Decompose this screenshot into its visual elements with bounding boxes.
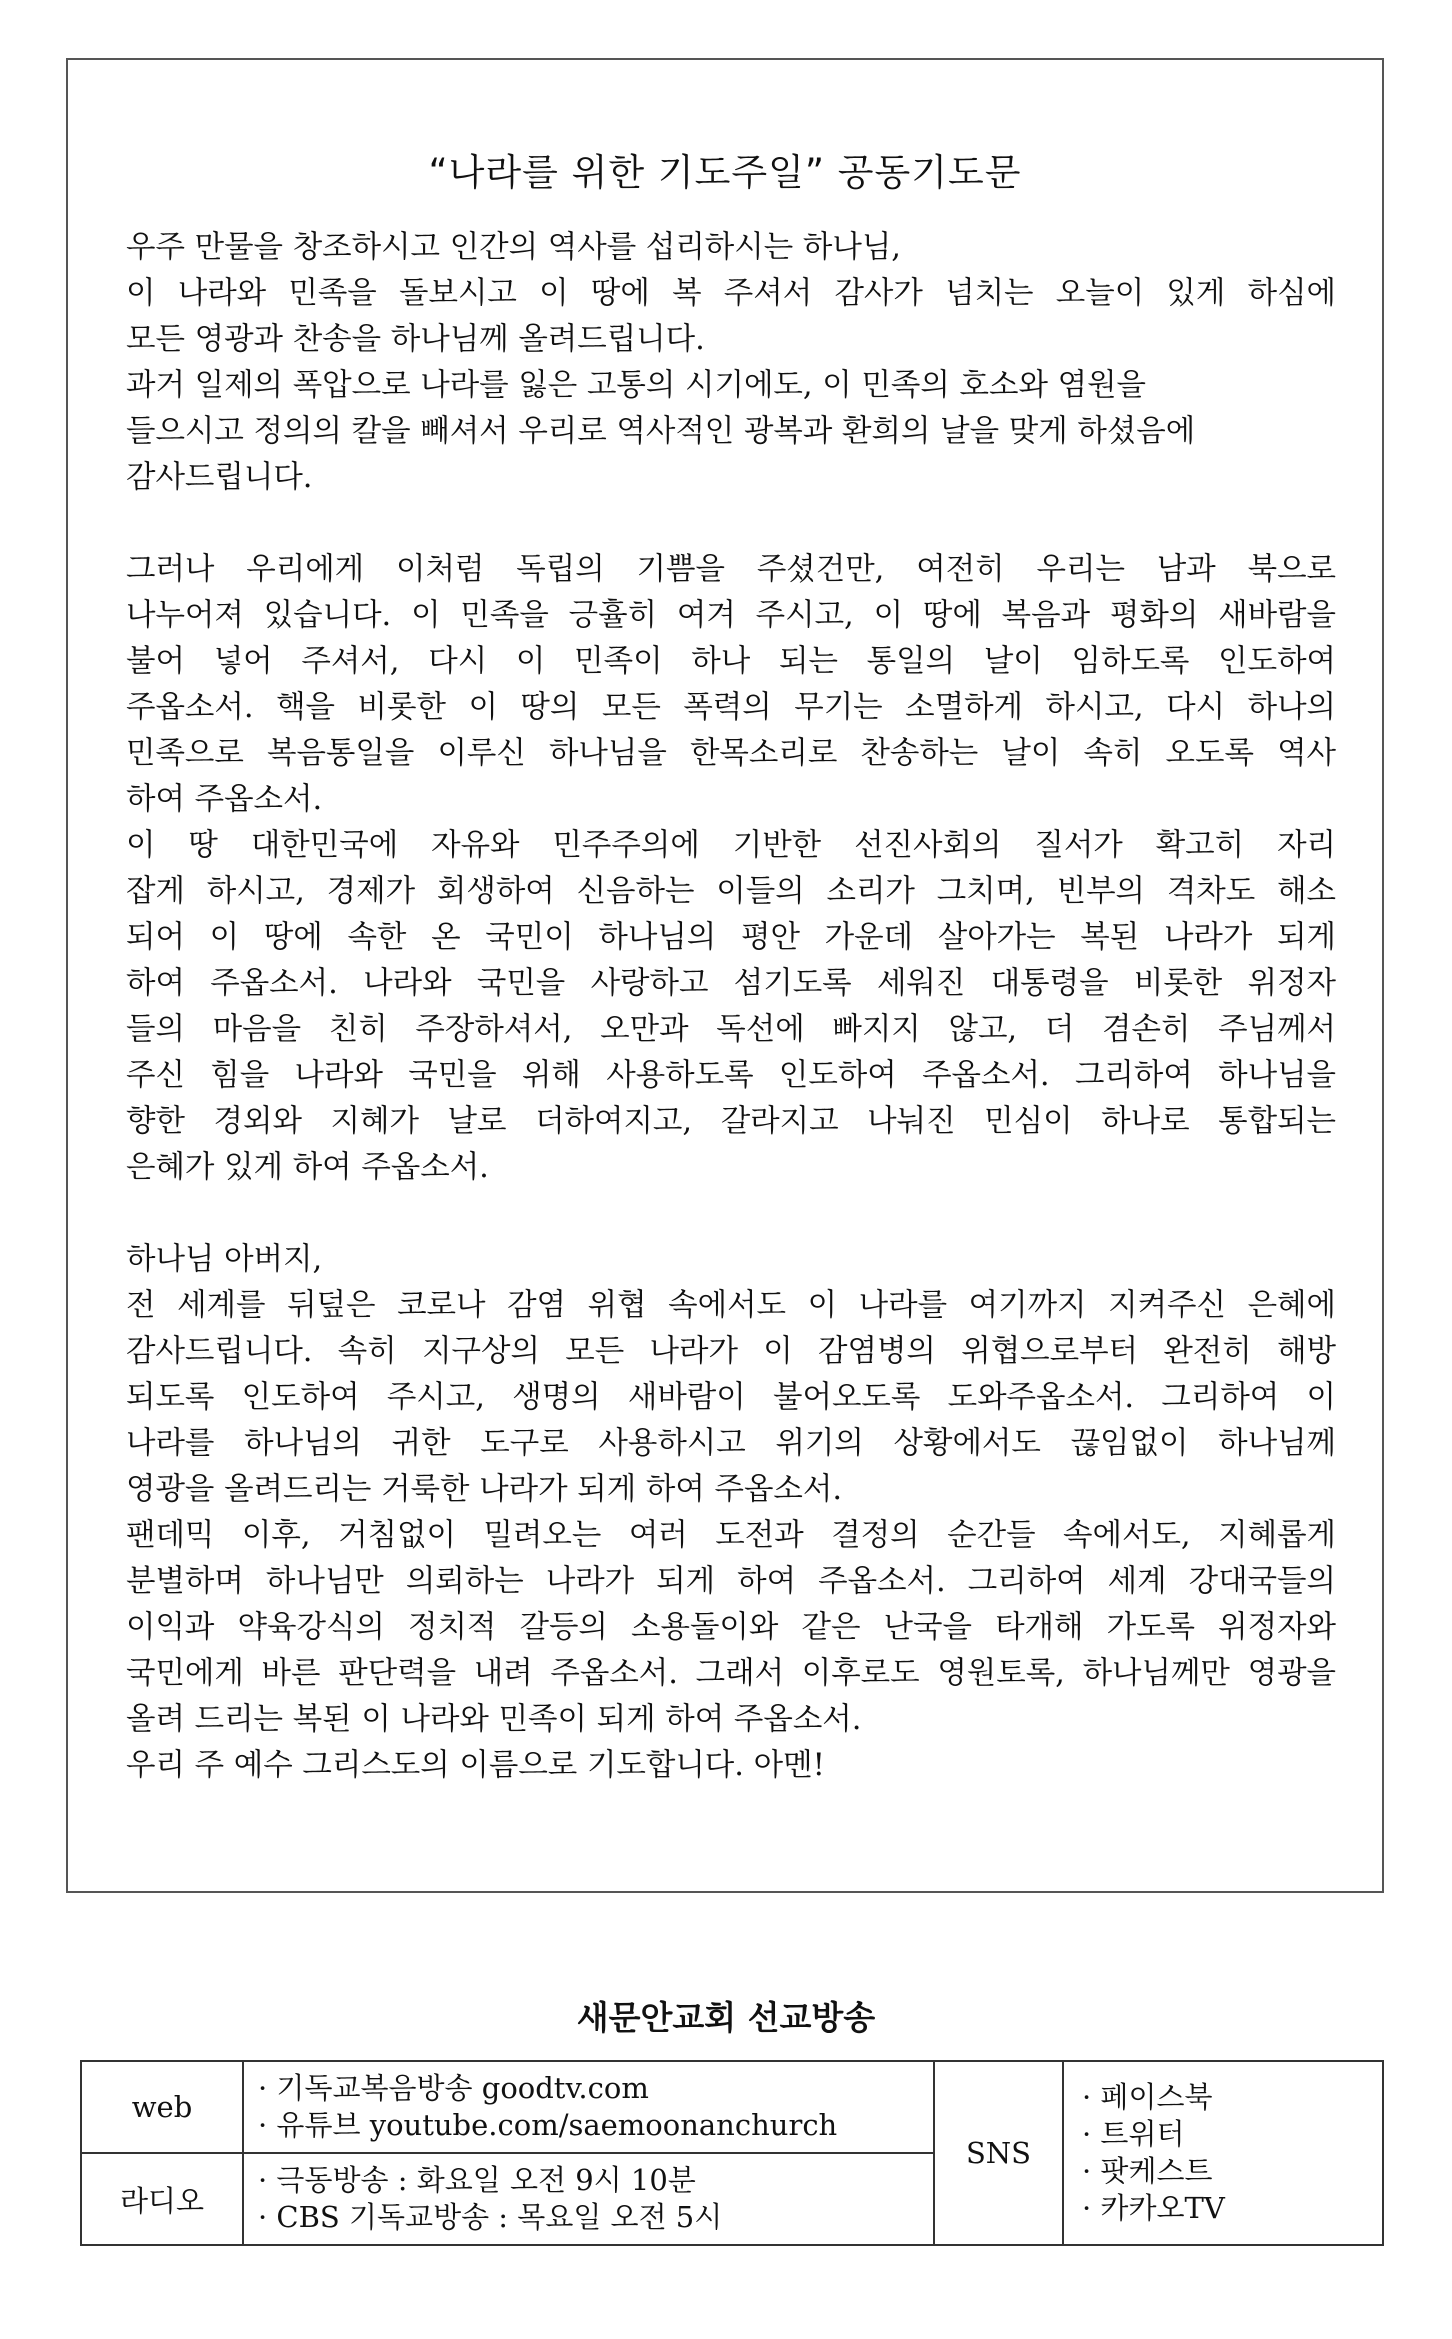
prayer-line: 국민에게 바른 판단력을 내려 주옵소서. 그래서 이후로도 영원토록, 하나님께만 영광을 xyxy=(126,1656,1336,1691)
prayer-line: 팬데믹 이후, 거침없이 밀려오는 여러 도전과 결정의 순간들 속에서도, 지혜롭게 xyxy=(126,1518,1336,1553)
sns-item-twitter[interactable]: · 트위터 xyxy=(1082,2117,1185,2151)
prayer-line: 하나님 아버지, xyxy=(126,1242,323,1277)
prayer-line: 분별하며 하나님만 의뢰하는 나라가 되게 하여 주옵소서. 그리하여 세계 강대국들의 xyxy=(126,1564,1336,1599)
table-row-web xyxy=(81,2061,1383,2153)
web-items xyxy=(243,2061,934,2153)
prayer-line: 잡게 하시고, 경제가 회생하여 신음하는 이들의 소리가 그치며, 빈부의 격차도 해소 xyxy=(126,874,1336,909)
prayer-body xyxy=(126,225,1336,1789)
prayer-box xyxy=(66,58,1384,1893)
prayer-line: 나라를 하나님의 귀한 도구로 사용하시고 위기의 상황에서도 끊임없이 하나님께 xyxy=(126,1426,1336,1461)
web-item-youtube[interactable]: · 유튜브 youtube.com/saemoonanchurch xyxy=(258,2108,838,2142)
blank-line xyxy=(126,501,1336,547)
prayer-line: 향한 경외와 지혜가 날로 더하여지고, 갈라지고 나눠진 민심이 하나로 통합되는 xyxy=(126,1104,1336,1139)
prayer-line: 감사드립니다. 속히 지구상의 모든 나라가 이 감염병의 위협으로부터 완전히 해방 xyxy=(126,1334,1336,1369)
sns-label: SNS xyxy=(934,2061,1063,2245)
prayer-line: 이 나라와 민족을 돌보시고 이 땅에 복 주셔서 감사가 넘치는 오늘이 있게 하심에 xyxy=(126,276,1336,311)
radio-item-cbs: · CBS 기독교방송 : 목요일 오전 5시 xyxy=(258,2200,723,2234)
prayer-line: 전 세계를 뒤덮은 코로나 감염 위협 속에서도 이 나라를 여기까지 지켜주신 은혜에 xyxy=(126,1288,1336,1323)
prayer-line: 하여 주옵소서. 나라와 국민을 사랑하고 섬기도록 세워진 대통령을 비롯한 위정자 xyxy=(126,966,1336,1001)
prayer-line: 우리 주 예수 그리스도의 이름으로 기도합니다. 아멘! xyxy=(126,1748,825,1783)
prayer-line: 그러나 우리에게 이처럼 독립의 기쁨을 주셨건만, 여전히 우리는 남과 북으로 xyxy=(126,552,1336,587)
prayer-line: 이익과 약육강식의 정치적 갈등의 소용돌이와 같은 난국을 타개해 가도록 위정자와 xyxy=(126,1610,1336,1645)
sns-item-podcast[interactable]: · 팟케스트 xyxy=(1082,2154,1213,2188)
prayer-line: 들으시고 정의의 칼을 빼셔서 우리로 역사적인 광복과 환희의 날을 맞게 하셨음에 xyxy=(126,414,1196,449)
radio-item-febc: · 극동방송 : 화요일 오전 9시 10분 xyxy=(258,2163,696,2197)
sns-items xyxy=(1063,2061,1383,2245)
prayer-line: 우주 만물을 창조하시고 인간의 역사를 섭리하시는 하나님, xyxy=(126,230,901,265)
prayer-line: 올려 드리는 복된 이 나라와 민족이 되게 하여 주옵소서. xyxy=(126,1702,862,1737)
broadcast-table xyxy=(80,2060,1384,2246)
blank-line xyxy=(126,1191,1336,1237)
prayer-line: 나누어져 있습니다. 이 민족을 긍휼히 여겨 주시고, 이 땅에 복음과 평화의 새바람을 xyxy=(126,598,1336,633)
prayer-line: 불어 넣어 주셔서, 다시 이 민족이 하나 되는 통일의 날이 임하도록 인도하여 xyxy=(126,644,1336,679)
sns-item-facebook[interactable]: · 페이스북 xyxy=(1082,2080,1213,2114)
radio-items xyxy=(243,2153,934,2245)
prayer-line: 주신 힘을 나라와 국민을 위해 사용하도록 인도하여 주옵소서. 그리하여 하나님을 xyxy=(126,1058,1336,1093)
prayer-line: 이 땅 대한민국에 자유와 민주주의에 기반한 선진사회의 질서가 확고히 자리 xyxy=(126,828,1336,863)
prayer-line: 민족으로 복음통일을 이루신 하나님을 한목소리로 찬송하는 날이 속히 오도록 역사 xyxy=(126,736,1336,771)
prayer-title: “나라를 위한 기도주일” 공동기도문 xyxy=(428,151,1022,194)
prayer-line: 되어 이 땅에 속한 온 국민이 하나님의 평안 가운데 살아가는 복된 나라가 되게 xyxy=(126,920,1336,955)
prayer-line: 과거 일제의 폭압으로 나라를 잃은 고통의 시기에도, 이 민족의 호소와 염원을 xyxy=(126,368,1146,403)
web-label: web xyxy=(81,2061,243,2153)
prayer-line: 은혜가 있게 하여 주옵소서. xyxy=(126,1150,489,1185)
prayer-line: 하여 주옵소서. xyxy=(126,782,323,817)
sns-item-kakaotv[interactable]: · 카카오TV xyxy=(1082,2191,1225,2225)
prayer-line: 들의 마음을 친히 주장하셔서, 오만과 독선에 빠지지 않고, 더 겸손히 주님께서 xyxy=(126,1012,1336,1047)
prayer-line: 주옵소서. 핵을 비롯한 이 땅의 모든 폭력의 무기는 소멸하게 하시고, 다시 하나의 xyxy=(126,690,1336,725)
prayer-line: 감사드립니다. xyxy=(126,460,313,495)
prayer-line: 영광을 올려드리는 거룩한 나라가 되게 하여 주옵소서. xyxy=(126,1472,843,1507)
prayer-line: 모든 영광과 찬송을 하나님께 올려드립니다. xyxy=(126,322,705,357)
web-item-goodtv[interactable]: · 기독교복음방송 goodtv.com xyxy=(258,2071,649,2105)
broadcast-title: 새문안교회 선교방송 xyxy=(576,1998,876,2037)
radio-label: 라디오 xyxy=(81,2153,243,2245)
prayer-line: 되도록 인도하여 주시고, 생명의 새바람이 불어오도록 도와주옵소서. 그리하여 이 xyxy=(126,1380,1336,1415)
